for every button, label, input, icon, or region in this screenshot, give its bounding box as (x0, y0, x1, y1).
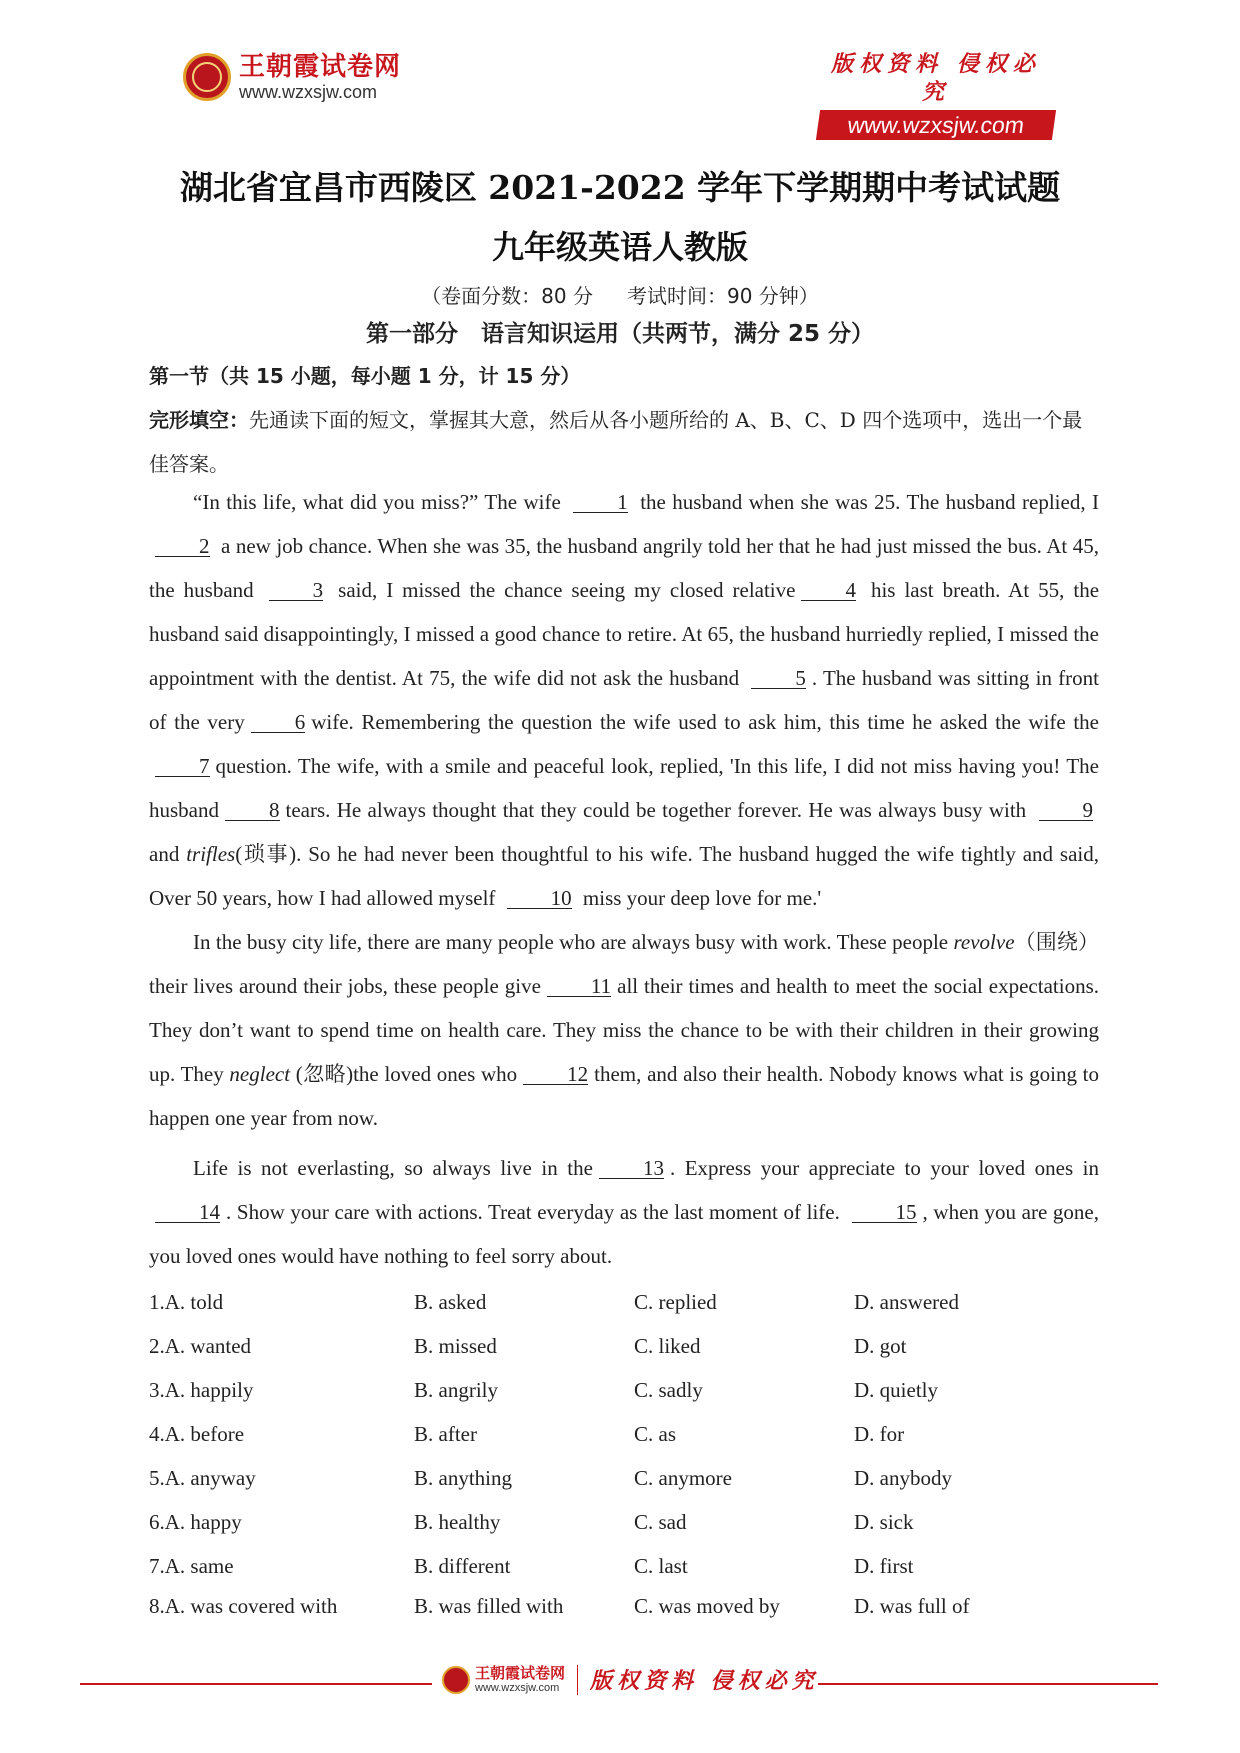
blank-7: 7 (155, 756, 210, 777)
option-a: 4.A. before (149, 1421, 245, 1446)
term-revolve-cn: （围绕） (1014, 930, 1100, 954)
text: . So he had never been thoughtful to his wife. The husband hugged the wife tightly and said, Over 50 years, how I had allowed myself (149, 842, 1099, 910)
text: them, and also their health. Nobody knows what is going to happen one year from now. (149, 1062, 1099, 1130)
blank-10: 10 (507, 888, 572, 909)
footer (442, 1664, 819, 1695)
option-b: B. missed (414, 1333, 497, 1358)
copyright-notice: 版权资料 侵权必究 (831, 51, 1041, 105)
option-d: D. got (854, 1333, 907, 1358)
term-trifles-cn: (琐事) (235, 842, 297, 866)
text: wife. Remembering the question the wife used to ask him, this time he asked the wife the (311, 710, 1100, 734)
option-a: 6.A. happy (149, 1509, 242, 1534)
option-row-4 (149, 1412, 1054, 1456)
text: Life is not everlasting, so always live in the (193, 1156, 593, 1180)
exam-title: 湖北省宜昌市西陵区 2021-2022 学年下学期期中考试试题 (179, 168, 1061, 207)
text: said, I missed the chance seeing my closed relative (338, 578, 796, 602)
header-logo (183, 52, 401, 102)
logo-name: 王朝霞试卷网 (239, 52, 402, 82)
option-b: B. was filled with (414, 1593, 564, 1618)
paragraph-3 (149, 1146, 1099, 1278)
site-url-banner: www.wzxsjw.com (816, 110, 1056, 140)
blank-13: 13 (599, 1158, 664, 1179)
blank-9: 9 (1039, 800, 1094, 821)
paragraph-2 (149, 920, 1099, 1140)
blank-15: 15 (852, 1202, 917, 1223)
time-info: 考试时间：90 分钟） (627, 284, 819, 308)
option-d: D. was full of (854, 1593, 970, 1618)
option-d: D. quietly (854, 1377, 938, 1402)
blank-12: 12 (523, 1064, 588, 1085)
instructions (149, 398, 1099, 486)
text: miss your deep love for me.' (582, 886, 822, 910)
footer-logo-name: 王朝霞试卷网 (475, 1663, 566, 1682)
option-d: D. first (854, 1553, 914, 1578)
text: tears. He always thought that they could be together forever. He was always busy with (285, 798, 1027, 822)
option-b: B. healthy (414, 1509, 501, 1534)
option-d: D. sick (854, 1509, 914, 1534)
header-copyright-block (818, 50, 1054, 140)
option-b: B. after (414, 1421, 477, 1446)
option-c: C. as (634, 1421, 676, 1446)
paragraph-1 (149, 480, 1099, 920)
text: his last breath. At 55, the husband said disappointingly, I missed a good chance to retire. At 65, the husband hurriedly replied, I missed the appointment with the dentist. At 75, the wife did not ask the husband (149, 578, 1100, 690)
option-a: 8.A. was covered with (149, 1593, 338, 1618)
text: . The husband was sitting in front of the very (149, 666, 1099, 734)
text: a new job chance. When she was 35, the husband angrily told her that he had just missed the bus. At 45, the husband (149, 534, 1100, 602)
term-neglect: neglect (229, 1062, 291, 1086)
term-revolve: revolve (953, 930, 1015, 954)
option-row-2 (149, 1324, 1054, 1368)
option-a: 2.A. wanted (149, 1333, 252, 1358)
blank-2: 2 (155, 536, 210, 557)
option-c: C. was moved by (634, 1593, 780, 1618)
footer-divider-left (80, 1683, 432, 1685)
footer-seal-icon (442, 1666, 470, 1694)
option-a: 5.A. anyway (149, 1465, 256, 1490)
term-trifles: trifles (186, 842, 236, 866)
footer-copyright: 版权资料 侵权必究 (590, 1668, 819, 1694)
part-heading: 第一部分 语言知识运用（共两节，满分 25 分） (365, 321, 875, 347)
instruction-label: 完形填空： (149, 408, 249, 432)
exam-subtitle: 九年级英语人教版 (491, 228, 748, 266)
score-info: （卷面分数：80 分 (421, 284, 593, 308)
option-d: D. anybody (854, 1465, 952, 1490)
option-a: 1.A. told (149, 1289, 224, 1314)
option-row-5 (149, 1456, 1054, 1500)
text: question. The wife, with a smile and peaceful look, replied, 'In this life, I did not miss having you! The husband (149, 754, 1099, 822)
blank-14: 14 (155, 1202, 220, 1223)
option-b: B. angrily (414, 1377, 498, 1402)
option-c: C. sadly (634, 1377, 703, 1402)
brand-seal-icon (183, 53, 231, 101)
option-b: B. different (414, 1553, 511, 1578)
option-row-6 (149, 1500, 1054, 1544)
option-c: C. replied (634, 1289, 717, 1314)
text: . Express your appreciate to your loved ones in (669, 1156, 1100, 1180)
footer-logo-url: www.wzxsjw.com (475, 1681, 560, 1694)
text: the husband when she was 25. The husband replied, I (640, 490, 1100, 514)
blank-5: 5 (751, 668, 806, 689)
exam-meta (0, 280, 1240, 309)
footer-divider-right (818, 1683, 1158, 1685)
blank-3: 3 (269, 580, 324, 601)
text: . Show your care with actions. Treat everyday as the last moment of life. (226, 1200, 840, 1224)
option-row-3 (149, 1368, 1054, 1412)
term-neglect-cn: (忽略) (295, 1062, 354, 1086)
text: In the busy city life, there are many people who are always busy with work. These people (193, 930, 949, 954)
option-c: C. liked (634, 1333, 701, 1358)
option-row-7 (149, 1544, 1054, 1588)
blank-1: 1 (573, 492, 628, 513)
option-d: D. for (854, 1421, 905, 1446)
text: “In this life, what did you miss?” The wife (193, 490, 561, 514)
text: , when you are gone, you loved ones would have nothing to feel sorry about. (149, 1200, 1099, 1268)
option-row-8 (149, 1588, 1054, 1624)
option-c: C. last (634, 1553, 688, 1578)
logo-url: www.wzxsjw.com (239, 82, 378, 102)
cloze-passage (149, 480, 1099, 1278)
blank-8: 8 (225, 800, 280, 821)
blank-4: 4 (801, 580, 856, 601)
option-c: C. anymore (634, 1465, 732, 1490)
instruction-text: 先通读下面的短文，掌握其大意，然后从各小题所给的 A、B、C、D 四个选项中，选出一个最佳答案。 (149, 408, 1083, 476)
text: the loved ones who (353, 1062, 518, 1086)
option-row-1 (149, 1280, 1054, 1324)
section-label: 第一节（共 15 小题，每小题 1 分，计 15 分） (149, 364, 581, 388)
text: all their times and health to meet the social expectations. They don’t want to spend time on health care. They miss the chance to be with their children in their growing up. They (149, 974, 1099, 1086)
option-d: D. answered (854, 1289, 959, 1314)
blank-6: 6 (251, 712, 306, 733)
text: and (149, 842, 180, 866)
blank-11: 11 (547, 976, 611, 997)
answer-options (149, 1280, 1054, 1624)
text: their lives around their jobs, these people give (149, 974, 541, 998)
section-heading (149, 360, 580, 389)
option-a: 7.A. same (149, 1553, 234, 1578)
option-c: C. sad (634, 1509, 687, 1534)
option-a: 3.A. happily (149, 1377, 254, 1402)
option-b: B. asked (414, 1289, 487, 1314)
option-b: B. anything (414, 1465, 512, 1490)
footer-separator (577, 1665, 578, 1695)
